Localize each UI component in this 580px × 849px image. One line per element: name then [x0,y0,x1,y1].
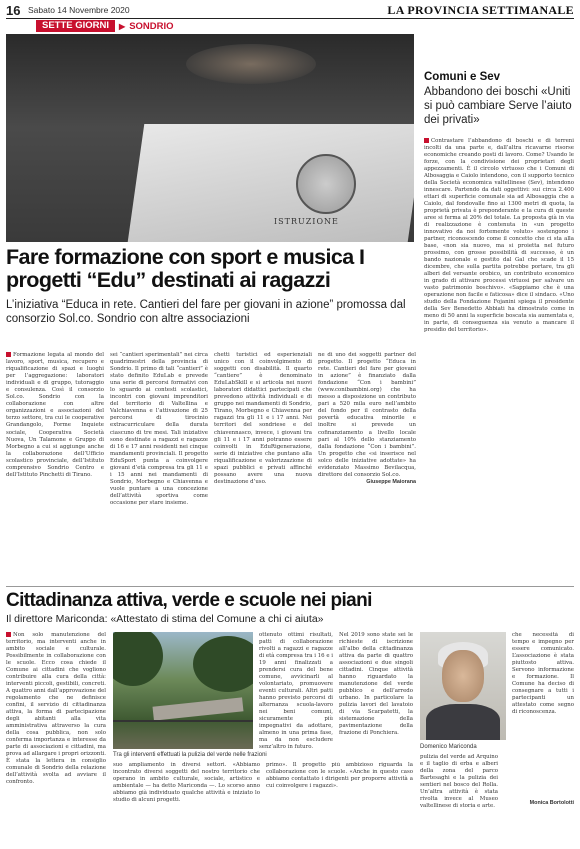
bottom-colF-text: che necessità di tempo e impegno per essere comunicato. L’associazione è stata piuttosto attiva. Servono informazione e formazione. Il Comune ha deciso di consegnare a tutti i partecipanti un attestato come segno di riconoscenza. [512,632,574,715]
bullet-square-icon [424,138,429,143]
sidebar-body-text: Contrastare l’abbandono di boschi e di terreni incolti da una parte e, dall’altra ricavarne risorse economiche creando posti di lavoro. Come? Usando le forze, con la condivisione dei proprietari degli appezzamenti. È il circolo virtuoso che i Comuni di Albosaggia e Caiolo intendono, con il supporto tecnico della Società economica valtellinese (Sev), intendono innescare. Partendo da dati oggettivi: sui circa 2.400 ettari di superficie comunale sia ad Albosaggia che a Caiolo, dal fondovalle fino ai 1300 metri di quota, la proprietà privata è preponderante e la cura di queste aree si ferma al 20% del totale. La proposta già in via di realizzazione è contenuta in «un progetto innovativo da noi fortemente voluto» sostengono i partner, riconoscendo come il concetto che ci sta alla base, «non sia nuovo, ma si proietta nel futuro prossimo, con grosse possibilità di successo, è un bando nazionale e gestito dal Gal che scade il 15 dicembre, che sulla partita potrebbe portare, tra gli alberi del versante orobico, un contributo economico in grado di attivare processi virtuosi per salvare un vasto patrimonio boschivo». «Sappiamo che è una operazione non facile e faticosa» dice il sindaco. «Uno studio della Fondazione Fojanini spiega il presidente della Sev Benedetto Abbiati ha dimostrato come in meno di 50 anni la superficie boscata sia aumentata e, in parte, di conseguenza sia venuto a mancare il presidio del territorio». [424,138,574,333]
main-body [6,352,416,582]
bottom-signature-box [504,800,574,844]
park-photo-caption: Tra gli interventi effettuati la pulizia del verde nelle frazioni [113,752,267,758]
bottom-colC-text: ottenuto ottimi risultati, patti di collaborazione rivolti a ragazzi e ragazze di età compresa tra i 16 e i 19 anni finalizzati a prendersi cura del bene comune, avvicinarli al volontariato, promuovere eventi culturali. Altri patti hanno previsto percorsi di alternanza scuola-lavoro nei beni comuni, sicuramente più impegnativi da adottare, almeno in una prima fase, ma da non escludere senz’altro in futuro. [259,632,333,750]
bottom-column-e [420,754,498,844]
portrait-caption: Domenico Mariconda [420,744,477,750]
bottom-columns-lower [113,762,413,844]
portrait-face [442,650,484,702]
page-number: 16 [6,2,21,18]
bottom-colB-text: primo». Il progetto più ambizioso riguarda la collaborazione con le scuole. «Anche in questo caso abbiamo contattato i dirigenti per proporre attività a cui coinvolgere i ragazzi». [266,762,413,789]
main-column-3 [214,352,312,582]
main-headline: Fare formazione con sport e musica I progetti “Edu” destinati ai ragazzi [6,245,365,292]
photo-document [128,124,414,242]
bottom-colE-text: pulizia del verde ad Arquino e il taglio di erba e alberi della zona del parco Bartesaghi e la pulizia dei sentieri nel bosco del Rolla. Un’altra attività è stata rivolta invece al Museo valtellinese di storia e arte. [420,754,498,809]
main-column-4 [318,352,416,582]
main-signature: Giuseppe Maiorana [366,478,416,485]
section-bar [36,20,174,32]
main-col4-text: ne di uno dei soggetti partner del progetto. Il progetto “Educa in rete. Cantieri del fare per giovani in azione” è finanziato dalla fondazione “Con i bambini” (www.conibambini.org) che ha messo a disposizione un contributo pari a 520 mila euro nell’ambito del fondo per il contrasto della povertà educativa minorile e inoltre si prevede un cofinanziamento a livello locale pari al 10% dello stanziamento dalla fondazione “Con i bambini”. Un progetto che «si inserisce nel solco delle iniziative adottate» ha evidenziato Massimo Bevilacqua, direttore del consorzio Sol.co. [318,352,416,478]
arrow-right-icon: ▶ [119,21,126,31]
portrait-coat [426,704,500,740]
subsection-label: SONDRIO [129,20,174,32]
main-kicker: L’iniziativa “Educa in rete. Cantieri del fare per giovani in azione” promossa dal consorzio Sol.co. Sondrio con altre associazioni [6,299,406,325]
bottom-column-a [113,762,260,844]
main-col2-text: sei “cantieri sperimentali” nei circa quadrimestri della provincia di Sondrio. Il primo di tali “cantieri” è stato definito EduLab e prevede una serie di percorsi formativi con lo sguardo ai contesti scolastici, incontri con giovani imprenditori del territorio di Valtellina e Valchiavenna e l’attivazione di 25 percorsi di tirocinio extracurriculare della durata ciascuno di tre mesi. Tali iniziative sono destinate a ragazzi e ragazze di 16 e 17 anni residenti nei cinque mandamenti provinciali. Il progetto EduSport punta a coinvolgere giovani d’età compresa tra gli 11 e i 15 anni nei mandamenti di Sondrio, Morbegno e Chiavenna e vuole puntare a una concezione dell’attività sportiva come occasione per stare insieme. [110,352,208,506]
photo-tree [193,636,253,692]
header-rule [6,18,574,19]
bottom-colA-text: suo ampliamento in diversi settori. «Abbiamo incontrato diversi soggetti del nostro territorio che operano in ambito culturale, sociale, artistico e ambientale — ha detto Mariconda —. Lo scorso anno abbiamo già individuato qualche attività e iniziato lo studio di alcuni progetti. [113,762,260,803]
photo-hands [186,44,316,84]
bottom-column-b [266,762,413,844]
photo-railing [113,720,253,722]
bottom-colD-text: Nel 2019 sono state sei le richieste di iscrizione all’albo della cittadinanza attiva da parte di quattro associazioni e due singoli cittadini. Cinque attività hanno riguardato la manutenzione del verde pubblico e dell’arredo urbano. In particolare la pulizia lavori del lavatoio di via Scarpatetti, la sistemazione della pavimentazione della frazione di Ponchiera. [339,632,413,736]
bottom-deck: Il direttore Mariconda: «Attestato di stima del Comune a chi ci aiuta» [6,613,324,625]
photo-stamp-text: ISTRUZIONE [274,217,339,226]
main-col1-text: Formazione legata al mondo del lavoro, sport, musica, recupero e riqualificazione di spazi e luoghi per l’aggregazione: laboratori individuali e di gruppo, tutoraggio e consulenza. Così il consorzio Sol.co. Sondrio con la collaborazione con altre organizzazioni e associazioni del terzo settore, tra cui le cooperative Grandangolo, Forme Inquiete sociale, Cooperativa Società Nuova, Un Talamone e Gruppo di Morbegno a cui si aggiunge anche la collaborazione dell’Ufficio scolastico provinciale, dell’Istituto comprensivo Sondrio Centro e dell’Istituto Pinchetti di Tirano. [6,352,104,478]
bottom-column-c [259,632,333,760]
bottom-column-d [339,632,413,760]
main-column-1 [6,352,104,582]
bottom-columns-upper [259,632,413,760]
photo-tree [113,632,163,686]
portrait-photo [420,632,506,740]
masthead: LA PROVINCIA SETTIMANALE [387,2,574,17]
bottom-signature: Monica Bortolotti [529,800,574,806]
bottom-headline: Cittadinanza attiva, verde e scuole nei piani [6,590,372,611]
bottom-column-1 [6,632,106,844]
main-column-2 [110,352,208,582]
section-label: SETTE GIORNI [36,20,115,32]
park-photo [113,632,253,749]
bullet-square-icon [6,632,11,637]
bottom-col1-text: Non solo manutenzione del territorio, ma interventi anche in ambito sociale e culturale. Possibilmente in collaborazione con le scuole. Ecco cosa chiede il Comune ai cittadini che vogliono contribuire alla cura della città: interventi piccoli, gestibili, concreti. A quattro anni dall’approvazione del regolamento che ne definisce confini, il servizio di cittadinanza attiva, la forma di partecipazione degli abitanti alla vita amministrativa attraverso la cura della cosa pubblica, non solo conferma importanza e interesse da parte di associazioni e cittadini, ma prova ad allargare i propri orizzonti. È stata la lettera in consiglio comunale di Sondrio della relazione dell’attività svolta ad avviare il confronto. [6,632,106,785]
page-header [6,3,574,17]
bullet-square-icon [6,352,11,357]
main-col3-text: chetti turistici ed esperienziali unico con il coinvolgimento di soggetti con disabilità. Il quarto “cantiere” è denominato EduLabSkill e si articola nei nuovi laboratori didattici partecipati che prevedono attività individuali e di gruppo nei mandamenti di Sondrio, Tirano, Morbegno e Chiavenna per ragazzi tra gli 11 e i 17 anni. Nei territori del sondriese e del chiavennasco, invece, i giovani tra gli 11 e i 17 anni potranno essere coinvolti in EduRigenerazione, serie di iniziative che puntano alla riqualificazione e valorizzazione di spazi pubblici e privati affinché possano avere una nuova destinazione d’uso. [214,352,312,485]
bottom-column-f [512,632,574,742]
photo-path [153,697,244,720]
sidebar-subtitle: Abbandono dei boschi «Uniti si può cambiare Serve l’aiuto dei privati» [424,86,572,126]
article-divider [6,586,574,587]
sidebar-title: Comuni e Sev [424,71,501,83]
sidebar-article-head [424,70,574,127]
emblem-icon [296,154,356,214]
main-photo [6,34,414,242]
issue-date: Sabato 14 Novembre 2020 [28,5,130,15]
sidebar-body [424,138,574,580]
